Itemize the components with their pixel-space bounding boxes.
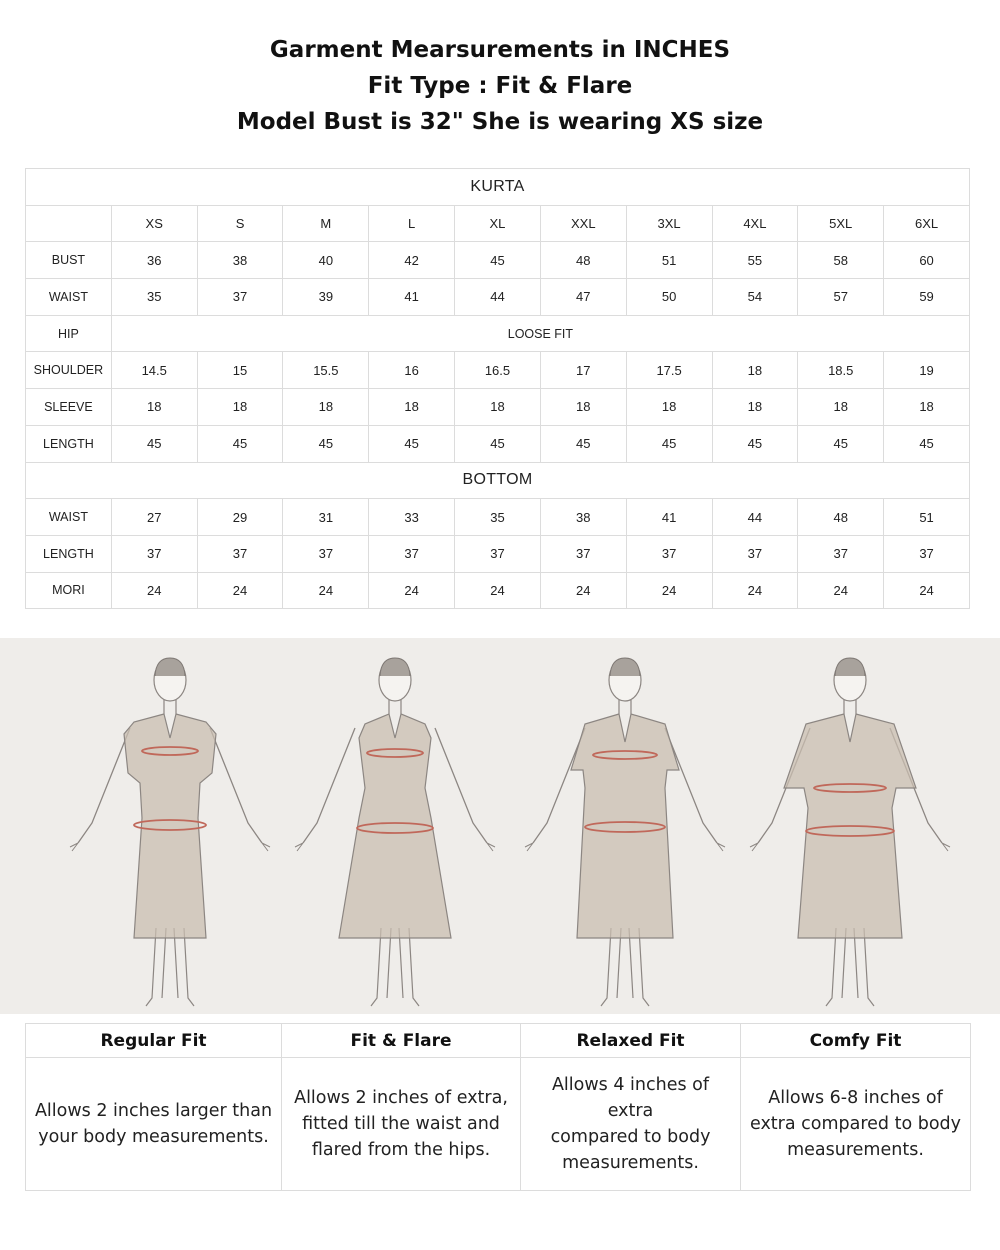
table-cell: 37 bbox=[111, 535, 197, 572]
table-cell: 19 bbox=[884, 352, 970, 389]
table-cell: 37 bbox=[197, 535, 283, 572]
row-label: SHOULDER bbox=[26, 352, 112, 389]
description-line: Allows 2 inches of extra, bbox=[294, 1088, 508, 1108]
table-cell: 17 bbox=[540, 352, 626, 389]
table-cell: 40 bbox=[283, 242, 369, 279]
table-cell: 18 bbox=[369, 389, 455, 426]
table-cell: 33 bbox=[369, 499, 455, 536]
table-cell: 18 bbox=[197, 389, 283, 426]
table-cell: 24 bbox=[540, 572, 626, 609]
table-cell: 37 bbox=[798, 535, 884, 572]
size-header-xxl: XXL bbox=[540, 205, 626, 242]
table-cell: 24 bbox=[455, 572, 541, 609]
table-cell: 50 bbox=[626, 279, 712, 316]
size-header-l: L bbox=[369, 205, 455, 242]
kurta-hip-row bbox=[26, 315, 970, 352]
table-cell: 37 bbox=[455, 535, 541, 572]
table-cell: 35 bbox=[455, 499, 541, 536]
fit-and-flare-title: Fit & Flare bbox=[282, 1024, 521, 1058]
table-cell: 45 bbox=[283, 425, 369, 462]
fit-figures-illustration bbox=[0, 638, 1000, 1014]
description-line: measurements. bbox=[562, 1153, 699, 1173]
table-cell: 18 bbox=[712, 389, 798, 426]
table-cell: 18 bbox=[798, 389, 884, 426]
size-header-s: S bbox=[197, 205, 283, 242]
table-cell: 45 bbox=[369, 425, 455, 462]
kurta-sleeve-row bbox=[26, 389, 970, 426]
table-cell: 45 bbox=[197, 425, 283, 462]
table-cell: 18 bbox=[626, 389, 712, 426]
description-line: flared from the hips. bbox=[311, 1140, 491, 1160]
table-cell: 55 bbox=[712, 242, 798, 279]
size-header-xs: XS bbox=[111, 205, 197, 242]
table-cell: 36 bbox=[111, 242, 197, 279]
size-header-4xl: 4XL bbox=[712, 205, 798, 242]
description-line: compared to body bbox=[550, 1127, 711, 1147]
table-cell: 54 bbox=[712, 279, 798, 316]
comfy-fit-figure bbox=[750, 658, 950, 1006]
table-cell: 37 bbox=[540, 535, 626, 572]
table-cell: 16 bbox=[369, 352, 455, 389]
table-cell: 45 bbox=[712, 425, 798, 462]
title-line-model-info: Model Bust is 32" She is wearing XS size bbox=[236, 109, 764, 135]
kurta-length-row bbox=[26, 425, 970, 462]
description-line: Allows 4 inches of extra bbox=[551, 1075, 710, 1121]
hip-loose-fit-cell: LOOSE FIT bbox=[111, 315, 969, 352]
table-cell: 48 bbox=[798, 499, 884, 536]
table-cell: 37 bbox=[626, 535, 712, 572]
table-cell: 45 bbox=[111, 425, 197, 462]
table-cell: 42 bbox=[369, 242, 455, 279]
title-line-measurements: Garment Mearsurements in INCHES bbox=[269, 37, 731, 63]
table-cell: 45 bbox=[540, 425, 626, 462]
table-cell: 31 bbox=[283, 499, 369, 536]
fit-types-description-row bbox=[26, 1058, 971, 1191]
table-cell: 18 bbox=[884, 389, 970, 426]
relaxed-fit-title: Relaxed Fit bbox=[521, 1024, 741, 1058]
table-cell: 24 bbox=[197, 572, 283, 609]
table-cell: 18 bbox=[455, 389, 541, 426]
description-line: extra compared to body bbox=[749, 1114, 962, 1134]
kurta-section-title: KURTA bbox=[26, 169, 970, 206]
bottom-mori-row bbox=[26, 572, 970, 609]
table-cell: 27 bbox=[111, 499, 197, 536]
table-cell: 37 bbox=[884, 535, 970, 572]
table-cell: 14.5 bbox=[111, 352, 197, 389]
table-cell: 38 bbox=[197, 242, 283, 279]
kurta-shoulder-row bbox=[26, 352, 970, 389]
table-cell: 44 bbox=[712, 499, 798, 536]
table-cell: 45 bbox=[884, 425, 970, 462]
kurta-bust-row bbox=[26, 242, 970, 279]
description-line: your body measurements. bbox=[38, 1127, 269, 1147]
size-header-3xl: 3XL bbox=[626, 205, 712, 242]
row-label: WAIST bbox=[26, 499, 112, 536]
table-cell: 18 bbox=[540, 389, 626, 426]
table-cell: 18 bbox=[712, 352, 798, 389]
row-label: LENGTH bbox=[26, 425, 112, 462]
regular-fit-description bbox=[26, 1058, 282, 1191]
title-line-fit-type: Fit Type : Fit & Flare bbox=[367, 73, 633, 99]
table-cell: 37 bbox=[369, 535, 455, 572]
table-cell: 35 bbox=[111, 279, 197, 316]
kurta-waist-row bbox=[26, 279, 970, 316]
table-cell: 24 bbox=[712, 572, 798, 609]
row-label: HIP bbox=[26, 315, 112, 352]
page-header bbox=[0, 32, 1000, 140]
table-cell: 38 bbox=[540, 499, 626, 536]
table-cell: 18 bbox=[111, 389, 197, 426]
fit-and-flare-figure bbox=[295, 658, 495, 1006]
bottom-length-row bbox=[26, 535, 970, 572]
table-cell: 47 bbox=[540, 279, 626, 316]
table-cell: 39 bbox=[283, 279, 369, 316]
fit-types-header-row bbox=[26, 1024, 971, 1058]
table-cell: 24 bbox=[798, 572, 884, 609]
kurta-section-row bbox=[26, 169, 970, 206]
comfy-fit-description bbox=[741, 1058, 971, 1191]
description-line: fitted till the waist and bbox=[302, 1114, 500, 1134]
table-cell: 37 bbox=[712, 535, 798, 572]
row-label: LENGTH bbox=[26, 535, 112, 572]
row-label: BUST bbox=[26, 242, 112, 279]
table-cell: 15.5 bbox=[283, 352, 369, 389]
description-line: measurements. bbox=[787, 1140, 924, 1160]
table-cell: 51 bbox=[626, 242, 712, 279]
fit-and-flare-description bbox=[282, 1058, 521, 1191]
description-line: Allows 2 inches larger than bbox=[34, 1101, 273, 1121]
table-cell: 24 bbox=[884, 572, 970, 609]
relaxed-fit-figure bbox=[525, 658, 725, 1006]
fit-types-table bbox=[25, 1023, 971, 1191]
table-cell: 29 bbox=[197, 499, 283, 536]
size-header-5xl: 5XL bbox=[798, 205, 884, 242]
table-cell: 45 bbox=[455, 425, 541, 462]
size-header-m: M bbox=[283, 205, 369, 242]
row-label: SLEEVE bbox=[26, 389, 112, 426]
regular-fit-figure bbox=[70, 658, 270, 1006]
size-chart-table bbox=[25, 168, 970, 609]
bottom-section-title: BOTTOM bbox=[26, 462, 970, 499]
corner-cell bbox=[26, 205, 112, 242]
table-cell: 24 bbox=[626, 572, 712, 609]
table-cell: 15 bbox=[197, 352, 283, 389]
size-header-6xl: 6XL bbox=[884, 205, 970, 242]
size-header-xl: XL bbox=[455, 205, 541, 242]
table-cell: 16.5 bbox=[455, 352, 541, 389]
table-cell: 45 bbox=[798, 425, 884, 462]
table-cell: 57 bbox=[798, 279, 884, 316]
row-label: WAIST bbox=[26, 279, 112, 316]
relaxed-fit-description bbox=[521, 1058, 741, 1191]
bottom-section-row bbox=[26, 462, 970, 499]
table-cell: 18.5 bbox=[798, 352, 884, 389]
comfy-fit-title: Comfy Fit bbox=[741, 1024, 971, 1058]
table-cell: 51 bbox=[884, 499, 970, 536]
table-cell: 45 bbox=[626, 425, 712, 462]
table-cell: 58 bbox=[798, 242, 884, 279]
table-cell: 37 bbox=[283, 535, 369, 572]
fit-illustration-panel bbox=[0, 638, 1000, 1014]
table-cell: 48 bbox=[540, 242, 626, 279]
regular-fit-title: Regular Fit bbox=[26, 1024, 282, 1058]
table-cell: 37 bbox=[197, 279, 283, 316]
description-line: Allows 6-8 inches of bbox=[768, 1088, 943, 1108]
table-cell: 45 bbox=[455, 242, 541, 279]
table-cell: 41 bbox=[369, 279, 455, 316]
row-label: MORI bbox=[26, 572, 112, 609]
table-cell: 60 bbox=[884, 242, 970, 279]
table-cell: 24 bbox=[111, 572, 197, 609]
table-cell: 18 bbox=[283, 389, 369, 426]
table-cell: 24 bbox=[369, 572, 455, 609]
table-cell: 24 bbox=[283, 572, 369, 609]
table-cell: 41 bbox=[626, 499, 712, 536]
size-header-row bbox=[26, 205, 970, 242]
table-cell: 44 bbox=[455, 279, 541, 316]
bottom-waist-row bbox=[26, 499, 970, 536]
table-cell: 17.5 bbox=[626, 352, 712, 389]
table-cell: 59 bbox=[884, 279, 970, 316]
